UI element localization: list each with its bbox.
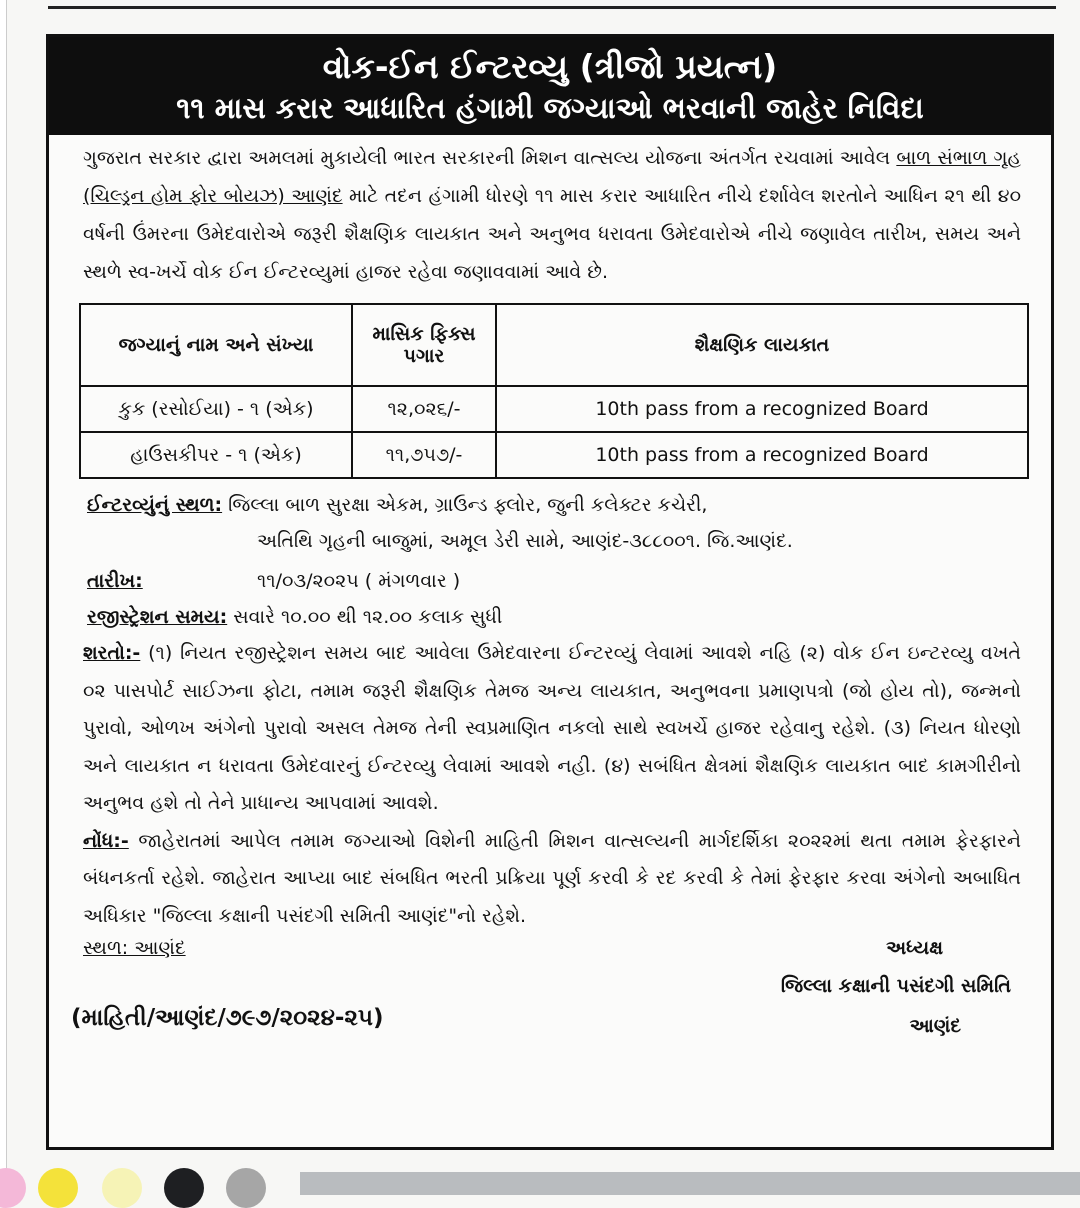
table-header-salary: માસિક ફિક્સ પગાર	[352, 304, 496, 386]
date-block	[87, 563, 1051, 599]
date-label: તારીખ:	[87, 570, 143, 592]
time-label: રજીસ્ટ્રેશન સમય:	[87, 606, 228, 628]
notice-footer	[49, 935, 1051, 1045]
swatch-gray[interactable]	[226, 1168, 266, 1208]
terms-text: (૧) નિયત રજીસ્ટ્રેશન સમય બાદ આવેલા ઉમેદવારના ઈન્ટરવ્યું લેવામાં આવશે નહિ (૨) વોક ઈન ઇન્ટરવ્યુ વખતે ૦૨ પાસપોર્ટ સાઈઝના ફોટા, તમામ જરૂરી શૈક્ષણિક તેમજ અન્ય લાયકાત, અનુભવના પ્રમાણપત્રો (જો હોય તો), જન્મનો પુરાવો, ઓળખ અંગેનો પુરાવો અસલ તેમજ તેની સ્વપ્રમાણિત નકલો સાથે સ્વખર્ચે હાજર રહેવાનુ રહેશે. (૩) નિયત ધોરણો અને લાયકાત ન ધરાવતા ઉમેદવારનું ઈન્ટરવ્યુ લેવામાં આવશે નહી. (૪) સબંધિત ક્ષેત્રમાં શૈક્ષણિક લાયકાત બાદ કામગીરીનો અનુભવ હશે તો તેને પ્રાધાન્ય આપવામાં આવશે.	[83, 642, 1021, 814]
swatch-pink[interactable]	[0, 1168, 26, 1208]
intro-text-1: ગુજરાત સરકાર દ્વારા અમલમાં મુકાયેલી ભારત સરકારની મિશન વાત્સલ્ય યોજના અંતર્ગત રચવામાં આવેલ	[83, 147, 897, 169]
chair-title: અધ્યક્ષ	[886, 937, 943, 959]
venue-block	[87, 487, 1051, 559]
table-header-row	[80, 304, 1028, 386]
time-value: સવારે ૧૦.૦૦ થી ૧૨.૦૦ કલાક સુધી	[233, 606, 503, 628]
time-block	[87, 599, 1051, 635]
table-header-post: જગ્યાનું નામ અને સંખ્યા	[80, 304, 352, 386]
notice-header	[49, 37, 1051, 135]
notice-subtitle: ૧૧ માસ કરાર આધારિત હંગામી જગ્યાઓ ભરવાની જાહેર નિવિદા	[176, 91, 924, 125]
committee-city: આણંદ	[909, 1015, 961, 1037]
notice-title: વોક-ઈન ઈન્ટરવ્યુ (ત્રીજો પ્રયત્ન)	[322, 47, 778, 86]
terms-paragraph	[49, 635, 1051, 823]
reference-number: (માહિતી/આણંદ/૭૯૭/૨૦૨૪-૨૫)	[71, 1005, 384, 1031]
table-row	[80, 386, 1028, 432]
venue-label: ઈન્ટરવ્યુંનું સ્થળ:	[87, 494, 223, 516]
intro-text-2: માટે તદન હંગામી ધોરણે ૧૧ માસ કરાર આધારિત નીચે દર્શાવેલ શરતોને આધિન ૨૧ થી ૪૦ વર્ષની ઉંમરના ઉમેદવારોએ જરૂરી શૈક્ષણિક લાયકાત અને અનુભવ ધરાવતા ઉમેદવારોએ નીચે જણાવેલ તારીખ, સમય અને સ્થળે સ્વ-ખર્ચે વોક ઈન ઈન્ટરવ્યુમાં હાજર રહેવા જણાવવામાં આવે છે.	[83, 185, 1022, 283]
table-cell-post: કુક (રસોઈયા) - ૧ (એક)	[80, 386, 352, 432]
venue-line-1: જિલ્લા બાળ સુરક્ષા એકમ, ગ્રાઉન્ડ ફ્લોર, જુની કલેક્ટર કચેરી,	[228, 494, 708, 516]
note-paragraph	[49, 823, 1051, 936]
swatch-yellow[interactable]	[38, 1168, 78, 1208]
intro-underlined: બાળ સંભાળ ગૃહ (ચિલ્ડ્રન હોમ ફોર બોયઝ) આણંદ	[83, 147, 1021, 207]
bottom-scrollbar[interactable]	[300, 1172, 1080, 1195]
intro-paragraph	[49, 135, 1051, 291]
committee-name: જિલ્લા કક્ષાની પસંદગી સમિતિ	[780, 975, 1011, 997]
table-cell-salary: ૧૧,૭૫૭/-	[352, 432, 496, 478]
posts-table	[79, 303, 1029, 479]
terms-label: શરતો:-	[83, 642, 141, 664]
table-row	[80, 432, 1028, 478]
page-left-edge	[0, 0, 7, 1195]
table-cell-post: હાઉસકીપર - ૧ (એક)	[80, 432, 352, 478]
table-header-qualification: શૈક્ષણિક લાયકાત	[496, 304, 1028, 386]
place-text: સ્થળ: આણંદ	[83, 937, 186, 959]
table-cell-qualification: 10th pass from a recognized Board	[496, 432, 1028, 478]
top-rule	[48, 0, 1056, 9]
swatch-cream[interactable]	[102, 1168, 142, 1208]
swatch-black[interactable]	[164, 1168, 204, 1208]
note-label: નોંધ:-	[83, 829, 129, 852]
table-cell-qualification: 10th pass from a recognized Board	[496, 386, 1028, 432]
date-value: ૧૧/૦૩/૨૦૨૫ ( મંગળવાર )	[257, 570, 461, 592]
notice-box	[46, 34, 1054, 1150]
venue-line-2: અતિથિ ગૃહની બાજુમાં, અમૂલ ડેરી સામે, આણંદ-૩૮૮૦૦૧. જિ.આણંદ.	[257, 530, 793, 552]
note-text: જાહેરાતમાં આપેલ તમામ જગ્યાઓ વિશેની માહિતી મિશન વાત્સલ્યની માર્ગદર્શિકા ૨૦૨૨માં થતા તમામ ફેરફારને બંધનકર્તા રહેશે. જાહેરાત આપ્યા બાદ સંબધિત ભરતી પ્રક્રિયા પૂર્ણ કરવી કે રદ કરવી કે તેમાં ફેરફાર કરવા અંગેનો અબાધિત અધિકાર "જિલ્લા કક્ષાની પસંદગી સમિતી આણંદ"નો રહેશે.	[83, 829, 1021, 927]
table-cell-salary: ૧૨,૦૨૬/-	[352, 386, 496, 432]
